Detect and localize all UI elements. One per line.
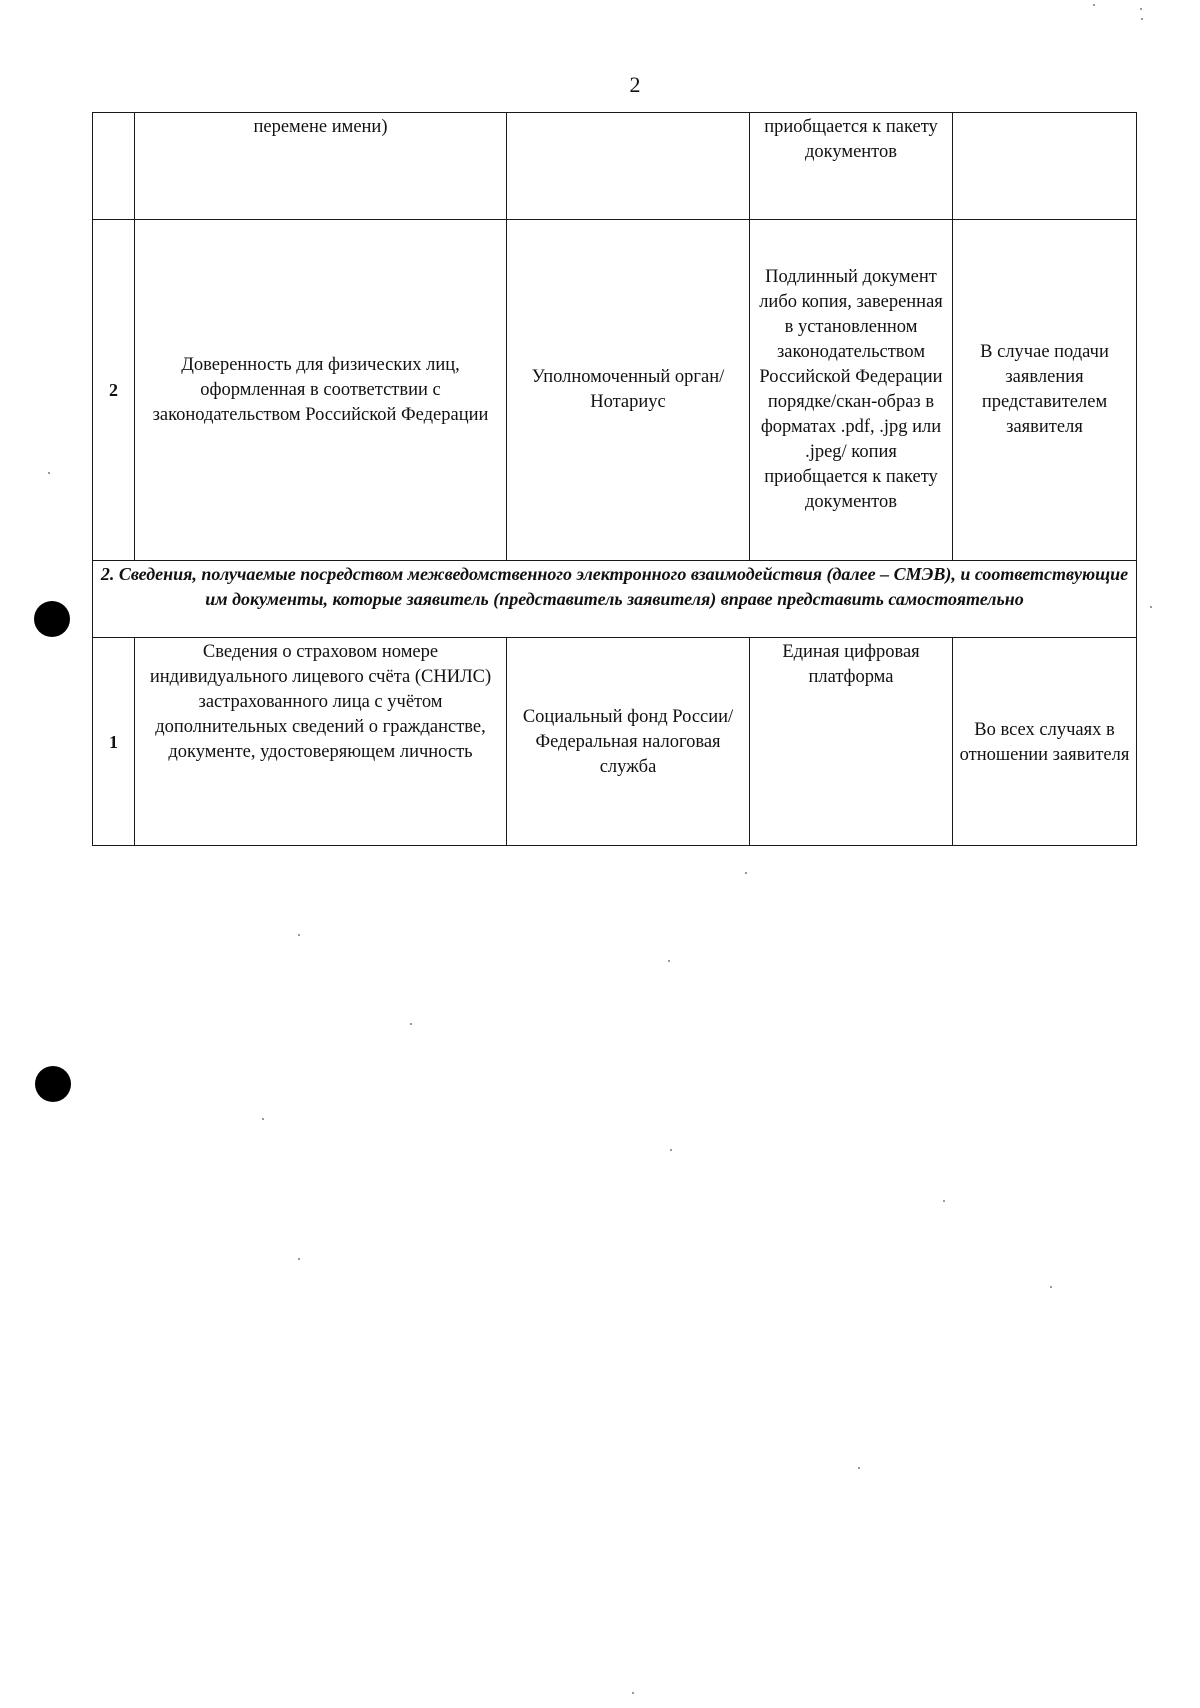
submission-form-cell: приобщается к пакету документов xyxy=(750,113,953,220)
scan-speck xyxy=(668,960,670,962)
table-row xyxy=(93,638,1137,846)
scan-speck xyxy=(410,1023,412,1025)
submission-form-cell: Подлинный документ либо копия, заверенная в установленном законодательством Российской Федерации порядке/скан-образ в форматах .pdf, .jpg или .jpeg/ копия приобщается к пакету документов xyxy=(750,220,953,561)
document-name-cell: перемене имени) xyxy=(135,113,507,220)
scan-speck xyxy=(48,472,50,474)
scan-speck xyxy=(1050,1286,1052,1288)
documents-table xyxy=(92,112,1137,846)
issuing-body-cell xyxy=(507,113,750,220)
condition-cell: Во всех случаях в отношении заявителя xyxy=(953,638,1137,846)
row-number-cell xyxy=(93,113,135,220)
row-number-cell: 1 xyxy=(93,638,135,846)
issuing-body-cell: Уполномоченный орган/Нотариус xyxy=(507,220,750,561)
punch-hole-mark xyxy=(35,1066,71,1102)
scan-speck xyxy=(1150,606,1152,608)
scan-speck xyxy=(745,872,747,874)
scan-speck xyxy=(262,1118,264,1120)
scan-speck xyxy=(670,1149,672,1151)
scan-speck xyxy=(298,1258,300,1260)
scan-speck xyxy=(1140,8,1142,10)
issuing-body-cell: Социальный фонд России/Федеральная налоговая служба xyxy=(507,638,750,846)
submission-form-cell: Единая цифровая платформа xyxy=(750,638,953,846)
scan-speck xyxy=(298,934,300,936)
table-row xyxy=(93,220,1137,561)
document-name-cell: Доверенность для физических лиц, оформленная в соответствии с законодательством Российской Федерации xyxy=(135,220,507,561)
section-heading-row xyxy=(93,561,1137,638)
scan-speck xyxy=(632,1692,634,1694)
table-row xyxy=(93,113,1137,220)
section-heading: 2. Сведения, получаемые посредством межведомственного электронного взаимодействия (далее – СМЭВ), и соответствующие им документы, которые заявитель (представитель заявителя) вправе представить самостоятельно xyxy=(93,561,1137,638)
row-number-cell: 2 xyxy=(93,220,135,561)
condition-cell: В случае подачи заявления представителем заявителя xyxy=(953,220,1137,561)
condition-cell xyxy=(953,113,1137,220)
scan-speck xyxy=(1141,18,1143,20)
punch-hole-mark xyxy=(34,601,70,637)
scan-speck xyxy=(858,1467,860,1469)
scan-speck xyxy=(1093,4,1095,6)
scan-speck xyxy=(943,1200,945,1202)
page-number: 2 xyxy=(629,72,641,97)
document-name-cell: Сведения о страховом номере индивидуального лицевого счёта (СНИЛС) застрахованного лица с учётом дополнительных сведений о гражданстве, документе, удостоверяющем личность xyxy=(135,638,507,846)
